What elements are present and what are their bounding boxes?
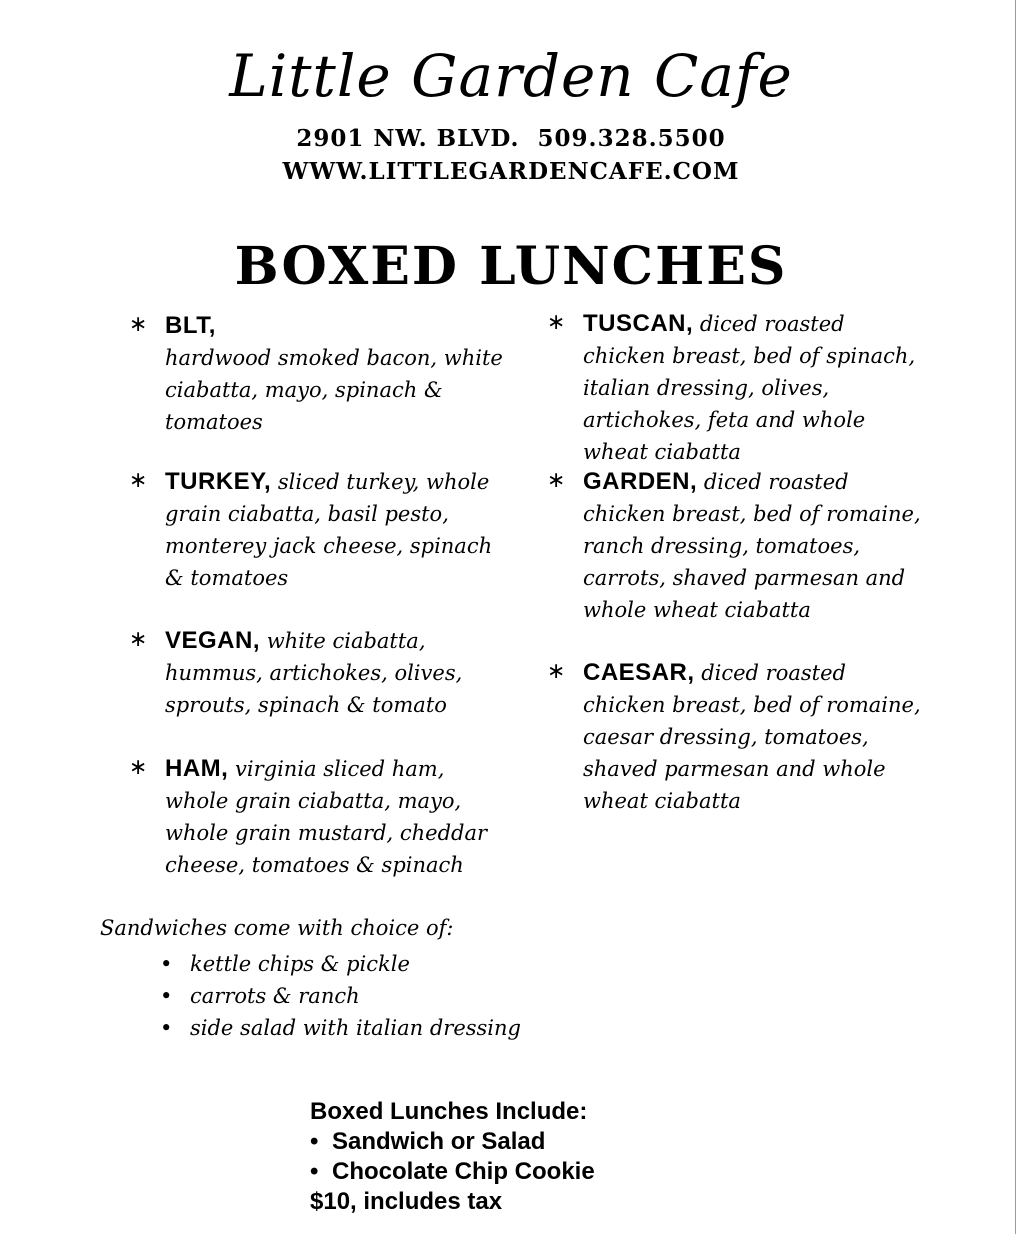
contact-line xyxy=(0,124,1022,154)
asterisk-icon: ∗ xyxy=(547,659,566,684)
menu-item-name: GARDEN, xyxy=(583,468,698,495)
menu-item-description: diced roasted chicken breast, bed of romaine, caesar dressing, tomatoes, shaved parmesan and whole wheat ciabatta xyxy=(583,661,921,813)
menu-item-name: HAM, xyxy=(165,755,229,782)
menu-item-turkey xyxy=(129,466,505,594)
list-item: • kettle chips & pickle xyxy=(160,948,521,980)
bullet-icon: • xyxy=(310,1158,319,1185)
section-title: BOXED LUNCHES xyxy=(234,236,788,297)
menu-item-description: virginia sliced ham, whole grain ciabatta, mayo, whole grain mustard, cheddar cheese, tomatoes & spinach xyxy=(165,757,488,877)
price: $10, includes tax xyxy=(310,1188,503,1215)
asterisk-icon: ∗ xyxy=(547,468,566,493)
menu-item-name: TUSCAN, xyxy=(583,310,694,337)
menu-item-vegan xyxy=(129,625,505,721)
bullet-icon: • xyxy=(310,1128,319,1155)
menu-item-garden xyxy=(547,466,933,626)
bullet-icon: • xyxy=(160,1016,173,1040)
list-item: • Sandwich or Salad xyxy=(310,1128,546,1155)
sides-list xyxy=(160,948,521,1044)
menu-item-name: TURKEY, xyxy=(165,468,272,495)
menu-item-ham xyxy=(129,753,505,881)
asterisk-icon: ∗ xyxy=(129,312,148,337)
website: WWW.LITTLEGARDENCAFE.COM xyxy=(282,158,740,185)
menu-item-blt xyxy=(129,310,505,438)
list-item: • side salad with italian dressing xyxy=(160,1012,521,1044)
bullet-icon: • xyxy=(160,952,173,976)
list-item: • carrots & ranch xyxy=(160,980,521,1012)
menu-item-description: white ciabatta, hummus, artichokes, olives, sprouts, spinach & tomato xyxy=(165,629,463,717)
asterisk-icon: ∗ xyxy=(129,755,148,780)
phone-number: 509.328.5500 xyxy=(537,125,726,152)
asterisk-icon: ∗ xyxy=(547,310,566,335)
menu-item-name: VEGAN, xyxy=(165,627,261,654)
menu-item-description: sliced turkey, whole grain ciabatta, basil pesto, monterey jack cheese, spinach & tomatoes xyxy=(165,470,493,590)
menu-item-description: diced roasted chicken breast, bed of spinach, italian dressing, olives, artichokes, feta and whole wheat ciabatta xyxy=(583,312,916,464)
bullet-icon: • xyxy=(160,984,173,1008)
menu-item-name: BLT, xyxy=(165,312,216,339)
includes-box xyxy=(310,1097,595,1217)
menu-item-description: diced roasted chicken breast, bed of romaine, ranch dressing, tomatoes, carrots, shaved parmesan and whole wheat ciabatta xyxy=(583,470,921,622)
address: 2901 NW. BLVD. xyxy=(296,125,520,152)
asterisk-icon: ∗ xyxy=(129,627,148,652)
list-item: • Chocolate Chip Cookie xyxy=(310,1158,595,1185)
sides-intro: Sandwiches come with choice of: xyxy=(100,916,454,940)
menu-item-caesar xyxy=(547,657,933,817)
menu-item-description: hardwood smoked bacon, white ciabatta, mayo, spinach & tomatoes xyxy=(165,346,503,434)
menu-item-name: CAESAR, xyxy=(583,659,695,686)
includes-title: Boxed Lunches Include: xyxy=(310,1098,588,1125)
asterisk-icon: ∗ xyxy=(129,468,148,493)
menu-item-tuscan xyxy=(547,308,933,468)
cafe-name: Little Garden Cafe xyxy=(229,42,793,110)
